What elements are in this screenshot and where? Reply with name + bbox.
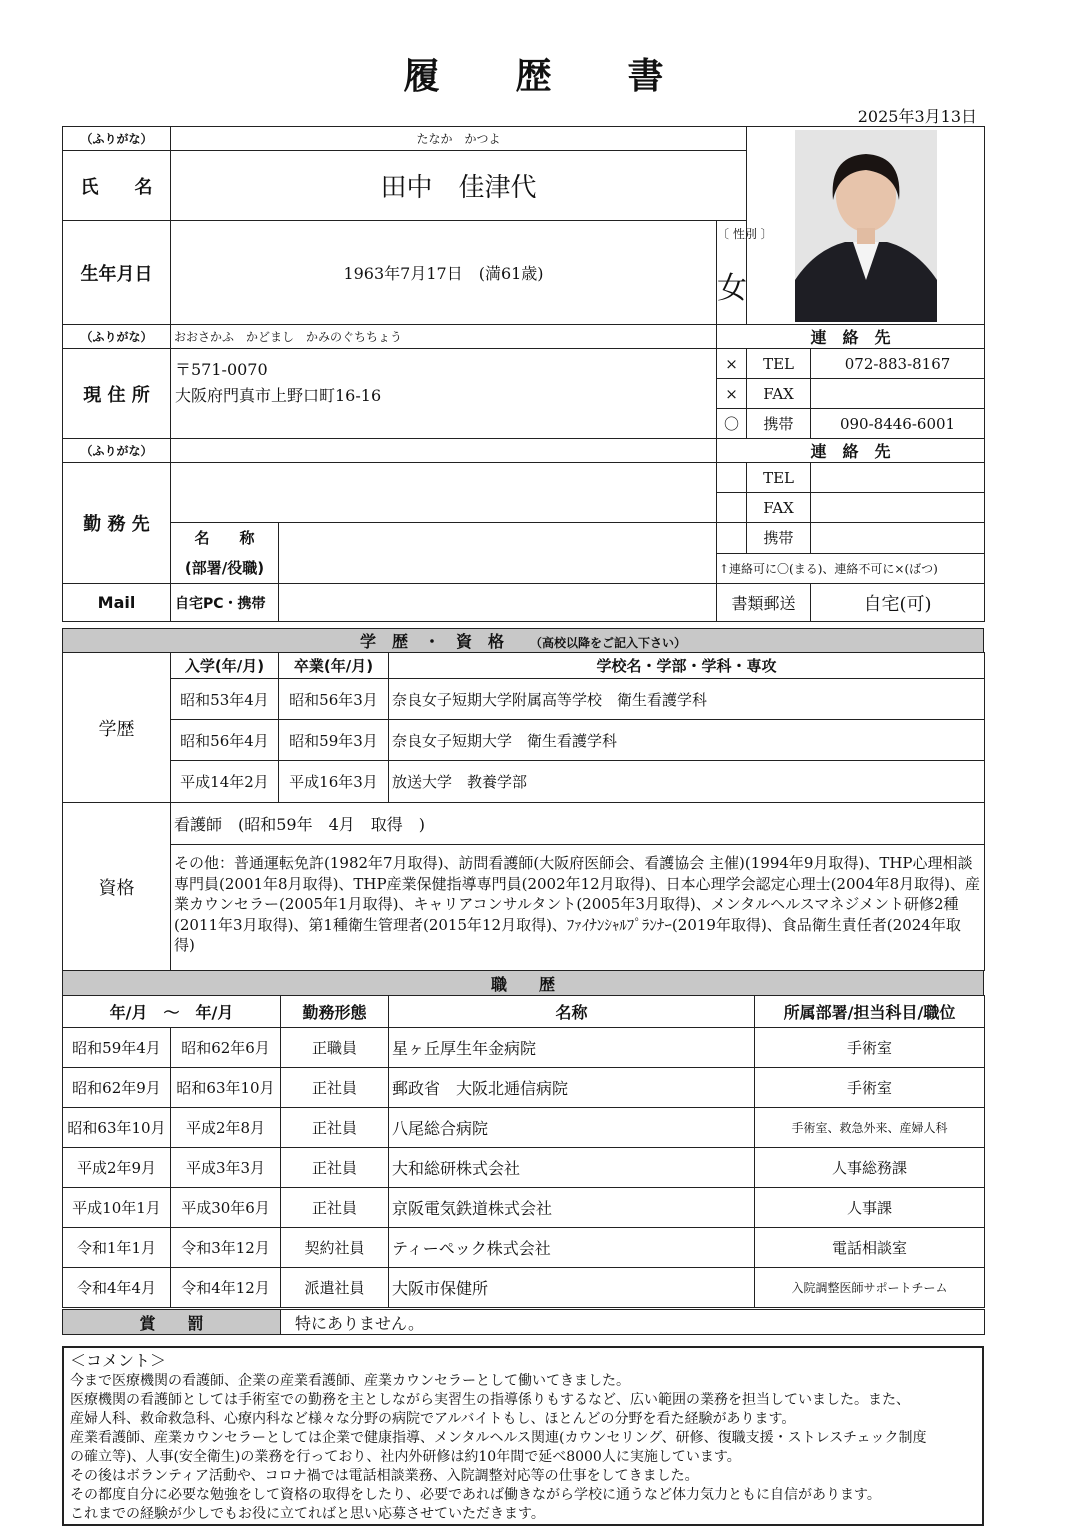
name-label: 氏 名 [63, 151, 171, 221]
career-dept: 人事課 [755, 1188, 985, 1228]
profile-table [62, 126, 985, 622]
career-start: 昭和59年4月 [63, 1028, 171, 1068]
edu-entry: 昭和53年4月 [171, 679, 279, 720]
work-dept-value [279, 523, 717, 584]
career-row [63, 1268, 985, 1308]
full-name: 田中 佳津代 [171, 151, 747, 221]
career-dept: 手術室、救急外来、産婦人科 [755, 1108, 985, 1148]
address-label: 現 住 所 [63, 349, 171, 439]
comment-title: ＜コメント＞ [70, 1351, 167, 1370]
document-title: 履 歴 書 [403, 56, 664, 97]
work-type-tel: TEL [747, 463, 811, 493]
career-header-table [62, 970, 984, 996]
work-name-label-cell [171, 523, 279, 584]
career-end: 令和4年12月 [171, 1268, 281, 1308]
career-type: 正社員 [281, 1148, 389, 1188]
career-dept: 入院調整医師サポートチーム [755, 1268, 985, 1308]
career-start: 令和1年1月 [63, 1228, 171, 1268]
edu-school: 放送大学 教養学部 [389, 761, 985, 803]
qualification-main: 看護師 (昭和59年 4月 取得 ) [171, 803, 985, 845]
career-end: 昭和63年10月 [171, 1068, 281, 1108]
career-row [63, 1068, 985, 1108]
career-company: ティーペック株式会社 [389, 1228, 755, 1268]
gender-label: 〔 性別 〕 [717, 221, 747, 247]
work-name-label: 名 称 [194, 529, 255, 547]
education-table [62, 652, 985, 803]
post-value: 自宅(可) [811, 584, 985, 622]
work-mark-tel [717, 463, 747, 493]
comment-body [70, 1372, 976, 1524]
awards-value: 特にありません。 [281, 1310, 985, 1335]
career-type: 正職員 [281, 1028, 389, 1068]
contact-mark-mobile: 〇 [717, 409, 747, 439]
career-end: 平成30年6月 [171, 1188, 281, 1228]
work-value-tel [811, 463, 985, 493]
qualification-label: 資格 [63, 803, 171, 971]
comment-line: その都度自分に必要な勉強をして資格の取得をしたり、必要であれば働きながら学校に通うなど体力気力ともに自信があります。 [70, 1487, 881, 1503]
work-mark-mobile [717, 523, 747, 554]
mail-value: 自宅PC・携帯 [171, 584, 279, 622]
address-furigana-label: （ふりがな） [63, 325, 171, 349]
career-end: 令和3年12月 [171, 1228, 281, 1268]
contact-mark-tel: × [717, 349, 747, 379]
edu-grad: 昭和56年3月 [279, 679, 389, 720]
edu-grad: 昭和59年3月 [279, 720, 389, 761]
mail-label: Mail [63, 584, 171, 622]
edu-entry: 平成14年2月 [171, 761, 279, 803]
birth-label: 生年月日 [63, 221, 171, 325]
career-col-type: 勤務形態 [281, 996, 389, 1028]
postal-code: 〒571-0070 [175, 360, 268, 379]
comment-line: 産業看護師、産業カウンセラーとしては企業で健康指導、メンタルヘルス関連(カウンセリング、研修、復職支援・ストレスチェック制度 [70, 1430, 927, 1446]
career-row [63, 1148, 985, 1188]
contact-value-mobile: 090-8446-6001 [811, 409, 985, 439]
career-col-name: 名称 [389, 996, 755, 1028]
edu-col-grad: 卒業(年/月) [279, 653, 389, 679]
career-end: 昭和62年6月 [171, 1028, 281, 1068]
address-furigana: おおさかふ かどまし かみのぐちちょう [171, 325, 717, 349]
address-cell [171, 349, 717, 439]
career-start: 昭和62年9月 [63, 1068, 171, 1108]
career-start: 平成2年9月 [63, 1148, 171, 1188]
work-furigana [171, 439, 717, 463]
work-furigana-label: （ふりがな） [63, 439, 171, 463]
education-label: 学歴 [63, 653, 171, 803]
career-company: 大和総研株式会社 [389, 1148, 755, 1188]
furigana-label: （ふりがな） [63, 127, 171, 151]
post-label: 書類郵送 [717, 584, 811, 622]
career-rows [63, 1028, 985, 1308]
career-start: 昭和63年10月 [63, 1108, 171, 1148]
career-col-period: 年/月 ～ 年/月 [63, 996, 281, 1028]
address-line: 大阪府門真市上野口町16-16 [175, 386, 382, 405]
contact-value-tel: 072-883-8167 [811, 349, 985, 379]
career-type: 契約社員 [281, 1228, 389, 1268]
birth-date: 1963年7月17日 (満61歳) [171, 221, 717, 325]
career-row [63, 1228, 985, 1268]
career-company: 星ヶ丘厚生年金病院 [389, 1028, 755, 1068]
work-type-fax: FAX [747, 493, 811, 523]
comment-box [62, 1346, 984, 1526]
work-type-mobile: 携帯 [747, 523, 811, 554]
career-type: 正社員 [281, 1188, 389, 1228]
edu-col-entry: 入学(年/月) [171, 653, 279, 679]
career-end: 平成3年3月 [171, 1148, 281, 1188]
career-dept: 人事総務課 [755, 1148, 985, 1188]
career-type: 派遣社員 [281, 1268, 389, 1308]
work-value-mobile [811, 523, 985, 554]
career-row [63, 1028, 985, 1068]
qualification-table [62, 802, 985, 971]
awards-table [62, 1309, 985, 1335]
career-header: 職 歴 [63, 971, 984, 996]
career-row [63, 1108, 985, 1148]
portrait-photo [795, 130, 937, 322]
work-mark-fax [717, 493, 747, 523]
portrait-icon [795, 130, 937, 322]
qualification-other: その他：普通運転免許(1982年7月取得)、訪問看護師(大阪府医師会、看護協会 主催)(1994年9月取得)、THP心理相談専門員(2001年8月取得)、THP産業保健指導専門員(2002年12月取得)、日本心理学会認定心理士(2004年8月取得)、産業カウンセラー(2005年1月取得)、キャリアコンサルタント(2005年3月取得)、メンタルヘルスマネジメント研修2種(2011年3月取得)、第1種衛生管理者(2015年12月取得)、ﾌｧｲﾅﾝｼｬﾙﾌﾟﾗﾝﾅｰ(2019年取得)、食品衛生責任者(2024年取得) [171, 845, 985, 971]
comment-line: 産婦人科、救命救急科、心療内科など様々な分野の病院でアルバイトもし、ほとんどの分野を看た経験があります。 [70, 1411, 796, 1427]
career-dept: 電話相談室 [755, 1228, 985, 1268]
career-company: 大阪市保健所 [389, 1268, 755, 1308]
awards-label: 賞 罰 [63, 1310, 281, 1335]
photo-cell [747, 127, 985, 325]
edu-school: 奈良女子短期大学 衛生看護学科 [389, 720, 985, 761]
career-start: 令和4年4月 [63, 1268, 171, 1308]
work-dept-label: (部署/役職) [184, 559, 265, 577]
mail-address [279, 584, 717, 622]
address-contact-header: 連 絡 先 [717, 325, 985, 349]
work-contact-header: 連 絡 先 [717, 439, 985, 463]
work-value-fax [811, 493, 985, 523]
career-type: 正社員 [281, 1108, 389, 1148]
edu-col-school: 学校名・学部・学科・専攻 [389, 653, 985, 679]
contact-type-fax: FAX [747, 379, 811, 409]
edu-grad: 平成16年3月 [279, 761, 389, 803]
contact-mark-fax: × [717, 379, 747, 409]
career-dept: 手術室 [755, 1068, 985, 1108]
document-date: 2025年3月13日 [857, 107, 977, 126]
edu-entry: 昭和56年4月 [171, 720, 279, 761]
career-table [62, 995, 985, 1308]
contact-type-mobile: 携帯 [747, 409, 811, 439]
education-header-table [62, 628, 984, 653]
career-type: 正社員 [281, 1068, 389, 1108]
comment-line: その後はボランティア活動や、コロナ禍では電話相談業務、入院調整対応等の仕事をしてきました。 [70, 1468, 699, 1484]
education-header: 学 歴 ・ 資 格 （高校以降をご記入下さい） [63, 629, 984, 653]
career-company: 京阪電気鉄道株式会社 [389, 1188, 755, 1228]
career-start: 平成10年1月 [63, 1188, 171, 1228]
contact-note: ↑連絡可に〇(まる)、連絡不可に×(ばつ) [717, 553, 985, 584]
career-col-dept: 所属部署/担当科目/職位 [755, 996, 985, 1028]
career-row [63, 1188, 985, 1228]
career-company: 郵政省 大阪北逓信病院 [389, 1068, 755, 1108]
comment-line: これまでの経験が少しでもお役に立てればと思い応募させていただきます。 [70, 1506, 545, 1522]
edu-school: 奈良女子短期大学附属高等学校 衛生看護学科 [389, 679, 985, 720]
comment-line: 医療機関の看護師としては手術室での勤務を主としながら実習生の指導係りもするなど、広い範囲の業務を担当していました。また、 [70, 1392, 910, 1408]
career-company: 八尾総合病院 [389, 1108, 755, 1148]
name-furigana: たなか かつよ [171, 127, 747, 151]
comment-line: 今まで医療機関の看護師、企業の産業看護師、産業カウンセラーとして働いてきました。 [70, 1373, 630, 1389]
contact-value-fax [811, 379, 985, 409]
comment-line: の確立等)、人事(安全衛生)の業務を行っており、社内外研修は約10年間で延べ8000人に実施しています。 [70, 1449, 741, 1465]
gender-value: 女 [717, 247, 747, 325]
work-name-cell [171, 463, 717, 523]
career-end: 平成2年8月 [171, 1108, 281, 1148]
contact-type-tel: TEL [747, 349, 811, 379]
work-label: 勤 務 先 [63, 463, 171, 584]
career-dept: 手術室 [755, 1028, 985, 1068]
